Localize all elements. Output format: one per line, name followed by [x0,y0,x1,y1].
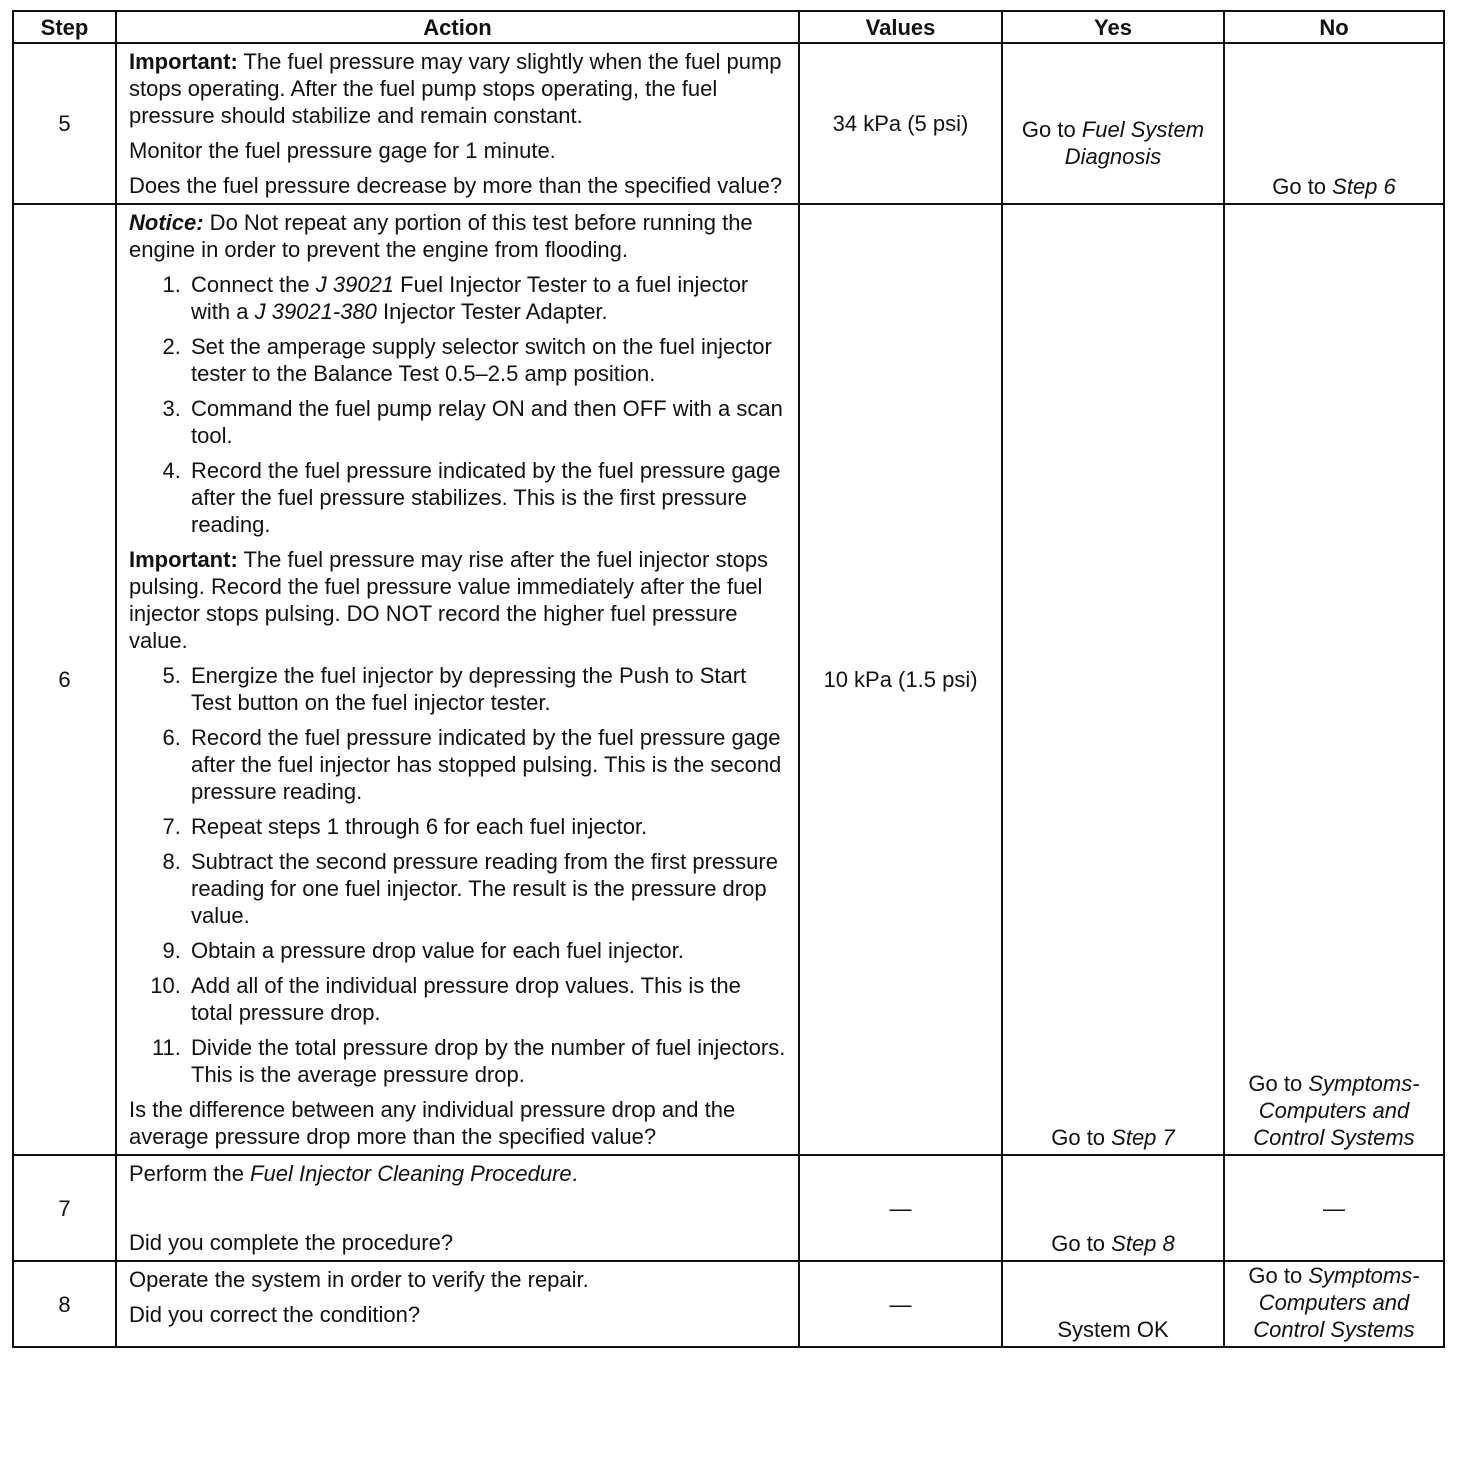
value-cell: — [799,1261,1002,1347]
no-cell [1224,43,1444,204]
table-row-step-6 [13,204,1444,1155]
no-link[interactable]: Symptoms-Computers and Control Systems [1253,1071,1420,1150]
header-action: Action [116,11,799,43]
question: Did you correct the condition? [129,1302,421,1327]
table-row-step-7 [13,1155,1444,1261]
question: Does the fuel pressure decrease by more than the specified value? [129,173,783,198]
no-prefix: Go to [1272,174,1333,199]
list-item: 6. Record the fuel pressure indicated by the fuel pressure gage after the fuel injector has stopped pulsing. This is the second pressure reading. [187,724,786,805]
list-item: 7. Repeat steps 1 through 6 for each fuel injector. [187,813,786,840]
header-no: No [1224,11,1444,43]
important-text: The fuel pressure may rise after the fuel injector stops pulsing. Record the fuel pressure value immediately after the fuel injector stops pulsing. DO NOT record the higher fuel pressure value. [129,547,769,653]
important-note [129,546,786,654]
list-item: 1. Connect the J 39021 Fuel Injector Tester to a fuel injector with a J 39021-380 Injector Tester Adapter. [187,271,786,325]
no-cell [1224,204,1444,1155]
procedure-link[interactable]: Fuel Injector Cleaning Procedure [250,1161,572,1186]
notice-label: Notice: [129,210,204,235]
no-cell: — [1224,1155,1444,1261]
step-number: 8 [13,1261,116,1347]
list-item: 11. Divide the total pressure drop by the number of fuel injectors. This is the average pressure drop. [187,1034,786,1088]
action-cell [116,204,799,1155]
yes-prefix: Go to [1051,1231,1112,1256]
step-number: 7 [13,1155,116,1261]
notice-text: Do Not repeat any portion of this test before running the engine in order to prevent the engine from flooding. [129,210,753,262]
yes-prefix: Go to [1021,117,1082,142]
no-prefix: Go to [1248,1263,1309,1288]
action-cell [116,43,799,204]
list-item: 10. Add all of the individual pressure drop values. This is the total pressure drop. [187,972,786,1026]
yes-cell [1002,204,1224,1155]
step-number: 6 [13,204,116,1155]
list-item: 8. Subtract the second pressure reading from the first pressure reading for one fuel injector. The result is the pressure drop value. [187,848,786,929]
header-yes: Yes [1002,11,1224,43]
action-cell [116,1155,799,1261]
list-item: 2. Set the amperage supply selector switch on the fuel injector tester to the Balance Test 0.5–2.5 amp position. [187,333,786,387]
diagnostic-table [12,10,1445,1348]
step-number: 5 [13,43,116,204]
instruction: Perform the Fuel Injector Cleaning Procedure. [129,1161,578,1186]
important-label: Important: [129,547,238,572]
important-label: Important: [129,49,238,74]
question: Is the difference between any individual pressure drop and the average pressure drop more than the specified value? [129,1097,736,1149]
action-cell [116,1261,799,1347]
header-step: Step [13,11,116,43]
yes-link[interactable]: Step 7 [1111,1125,1175,1150]
header-values: Values [799,11,1002,43]
notice-note [129,209,786,263]
yes-cell [1002,43,1224,204]
yes-cell: System OK [1002,1261,1224,1347]
instruction: Operate the system in order to verify the repair. [129,1267,589,1292]
yes-link[interactable]: Fuel System Diagnosis [1064,117,1205,169]
yes-prefix: Go to [1051,1125,1112,1150]
question: Did you complete the procedure? [129,1230,454,1255]
procedure-list-a [129,271,786,538]
table-row-step-5 [13,43,1444,204]
tool-j39021-380: J 39021-380 [254,299,377,324]
no-cell [1224,1261,1444,1347]
no-link[interactable]: Symptoms-Computers and Control Systems [1253,1263,1420,1342]
list-item: 5. Energize the fuel injector by depressing the Push to Start Test button on the fuel injector tester. [187,662,786,716]
list-item: 4. Record the fuel pressure indicated by the fuel pressure gage after the fuel pressure stabilizes. This is the first pressure reading. [187,457,786,538]
value-cell: 10 kPa (1.5 psi) [799,204,1002,1155]
yes-link[interactable]: Step 8 [1111,1231,1175,1256]
value-cell: — [799,1155,1002,1261]
header-row [13,11,1444,43]
important-note [129,48,786,129]
yes-cell [1002,1155,1224,1261]
procedure-list-b [129,662,786,1088]
list-item: 9. Obtain a pressure drop value for each fuel injector. [187,937,786,964]
no-prefix: Go to [1248,1071,1309,1096]
list-item: 3. Command the fuel pump relay ON and then OFF with a scan tool. [187,395,786,449]
important-text: The fuel pressure may vary slightly when the fuel pump stops operating. After the fuel pump stops operating, the fuel pressure should stabilize and remain constant. [129,49,782,128]
no-link[interactable]: Step 6 [1332,174,1396,199]
value-cell: 34 kPa (5 psi) [799,43,1002,204]
table-row-step-8 [13,1261,1444,1347]
instruction: Monitor the fuel pressure gage for 1 minute. [129,138,556,163]
tool-j39021: J 39021 [315,272,395,297]
